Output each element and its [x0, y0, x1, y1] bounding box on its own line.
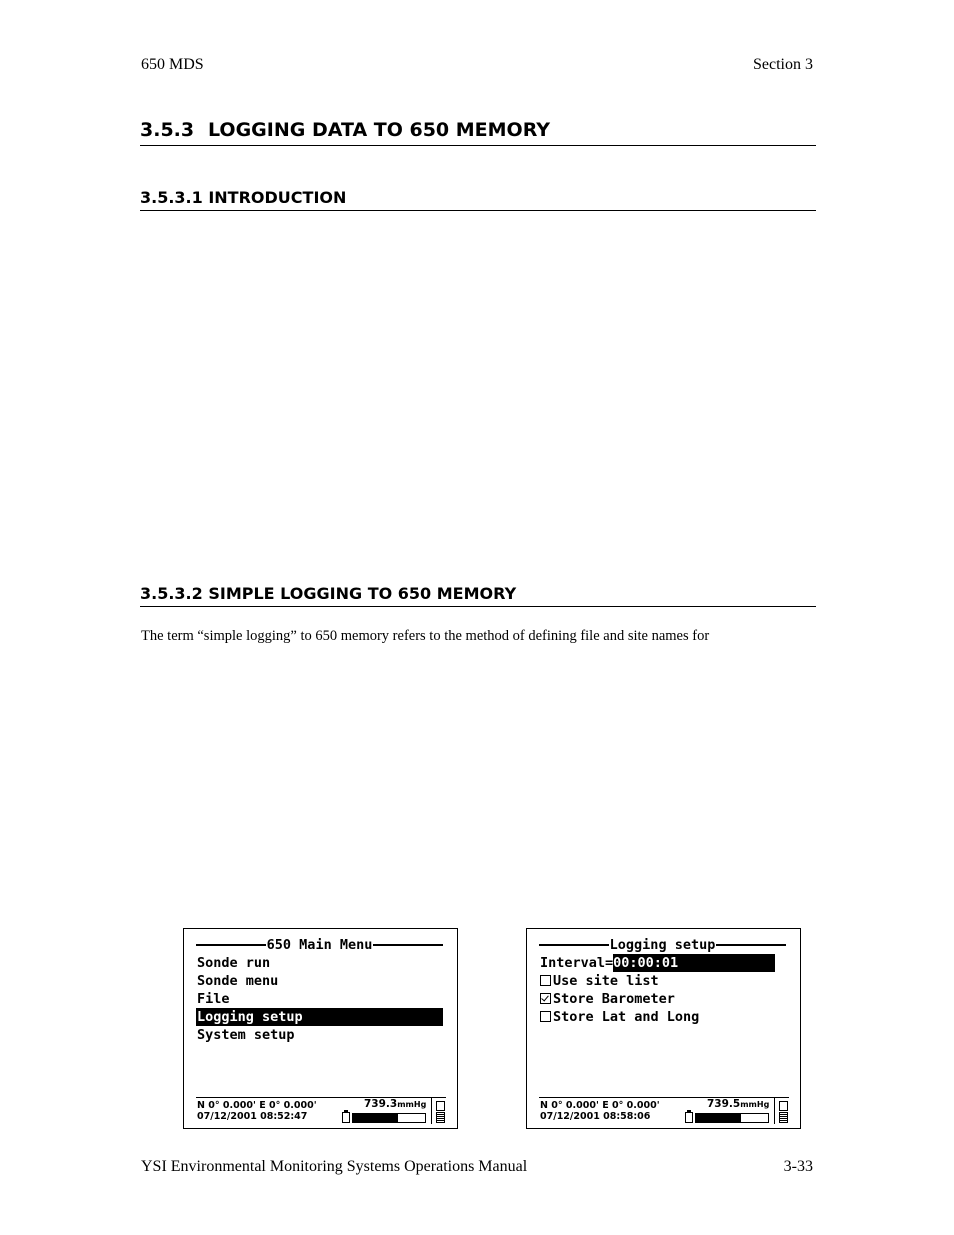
barometer-readout: 739.3mmHg [364, 1098, 427, 1110]
sonde-icon [436, 1101, 445, 1111]
section-heading [140, 117, 816, 146]
option-use-site-list[interactable]: Use site list [539, 972, 786, 990]
menu-list [196, 954, 443, 1044]
sonde-icon [779, 1101, 788, 1111]
status-bar [539, 1097, 789, 1124]
battery-fill [353, 1114, 398, 1122]
battery-icon [342, 1112, 350, 1123]
menu-item-logging-setup[interactable]: Logging setup [196, 1008, 443, 1026]
running-header-right: Section 3 [753, 56, 813, 73]
menu-item-sonde-menu[interactable]: Sonde menu [197, 973, 279, 989]
running-header-left: 650 MDS [141, 56, 204, 73]
page-number: 3-33 [783, 1158, 813, 1175]
option-store-barometer[interactable]: Store Barometer [539, 990, 786, 1008]
battery-bar [352, 1113, 426, 1123]
screen-title: Logging setup [539, 936, 786, 954]
checkbox-icon[interactable] [540, 975, 551, 986]
option-store-lat-long[interactable]: Store Lat and Long [539, 1008, 786, 1026]
interval-field[interactable]: 00:00:01 [613, 954, 775, 972]
checkbox-icon[interactable] [540, 1011, 551, 1022]
subsection-heading-introduction: 3.5.3.1 INTRODUCTION [140, 187, 816, 211]
menu-item-sonde-run[interactable]: Sonde run [197, 955, 271, 971]
option-list [539, 954, 786, 1026]
checkbox-icon[interactable] [540, 993, 551, 1004]
interval-label: Interval= [540, 955, 614, 971]
footer-manual-title: YSI Environmental Monitoring Systems Operations Manual [141, 1158, 528, 1175]
menu-item-system-setup[interactable]: System setup [197, 1027, 295, 1043]
status-bar [196, 1097, 446, 1124]
main-menu-screen [183, 928, 458, 1129]
gps-readout: N 0° 0.000' E 0° 0.000' [197, 1100, 317, 1111]
datetime-readout: 07/12/2001 08:52:47 [197, 1111, 308, 1122]
memory-icon [436, 1112, 445, 1123]
gps-readout: N 0° 0.000' E 0° 0.000' [540, 1100, 660, 1111]
subsection-heading-simple-logging: 3.5.3.2 SIMPLE LOGGING TO 650 MEMORY [140, 583, 816, 607]
interval-row[interactable] [539, 954, 786, 972]
section-number: 3.5.3 [140, 119, 195, 141]
section-title: LOGGING DATA TO 650 MEMORY [208, 119, 551, 141]
screen-title: 650 Main Menu [196, 936, 443, 954]
battery-fill [696, 1114, 741, 1122]
body-paragraph: The term “simple logging” to 650 memory refers to the method of defining file and site names for [141, 628, 710, 644]
battery-bar [695, 1113, 769, 1123]
logging-setup-screen [526, 928, 801, 1129]
datetime-readout: 07/12/2001 08:58:06 [540, 1111, 651, 1122]
battery-icon [685, 1112, 693, 1123]
barometer-readout: 739.5mmHg [707, 1098, 770, 1110]
memory-icon [779, 1112, 788, 1123]
menu-item-file[interactable]: File [197, 991, 230, 1007]
